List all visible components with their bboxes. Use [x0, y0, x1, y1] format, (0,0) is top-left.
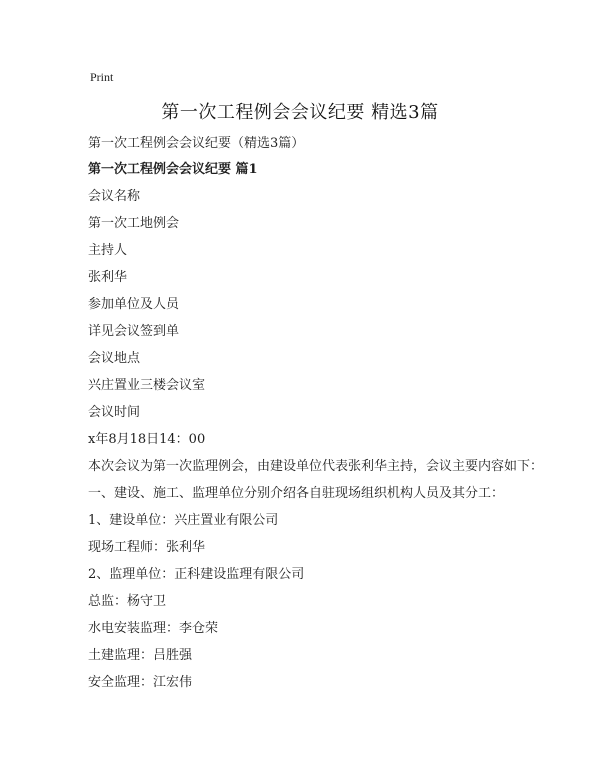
- body-line: 会议名称: [88, 189, 141, 204]
- body-line: 兴庄置业三楼会议室: [88, 378, 206, 393]
- body-line: 一、建设、施工、监理单位分别介绍各自驻现场组织机构人员及其分工：: [88, 486, 505, 501]
- body-line: 1、建设单位：兴庄置业有限公司: [88, 513, 279, 528]
- body-line: 本次会议为第一次监理例会，由建设单位代表张利华主持，会议主要内容如下：: [88, 459, 544, 474]
- body-line: 2、监理单位：正科建设监理有限公司: [88, 567, 305, 582]
- body-line: 现场工程师：张利华: [88, 540, 206, 555]
- section-heading: 第一次工程例会会议纪要 篇1: [88, 162, 258, 177]
- body-line: 参加单位及人员: [88, 297, 180, 312]
- body-line: 水电安装监理：李仓荣: [88, 621, 219, 636]
- body-line: 张利华: [88, 270, 128, 285]
- body-line: 会议时间: [88, 405, 141, 420]
- body-line: 土建监理：吕胜强: [88, 648, 193, 663]
- body-line: 第一次工地例会: [88, 216, 180, 231]
- body-line: 详见会议签到单: [88, 324, 180, 339]
- body-line: 主持人: [88, 243, 128, 258]
- document-title: 第一次工程例会会议纪要 精选3篇: [161, 102, 439, 123]
- print-label: Print: [90, 70, 114, 84]
- body-line: 总监：杨守卫: [88, 594, 167, 609]
- body-line: x年8月18日14：00: [88, 432, 206, 447]
- document-subtitle: 第一次工程例会会议纪要（精选3篇）: [88, 136, 305, 151]
- body-line: 安全监理：江宏伟: [88, 675, 193, 690]
- body-line: 会议地点: [88, 351, 141, 366]
